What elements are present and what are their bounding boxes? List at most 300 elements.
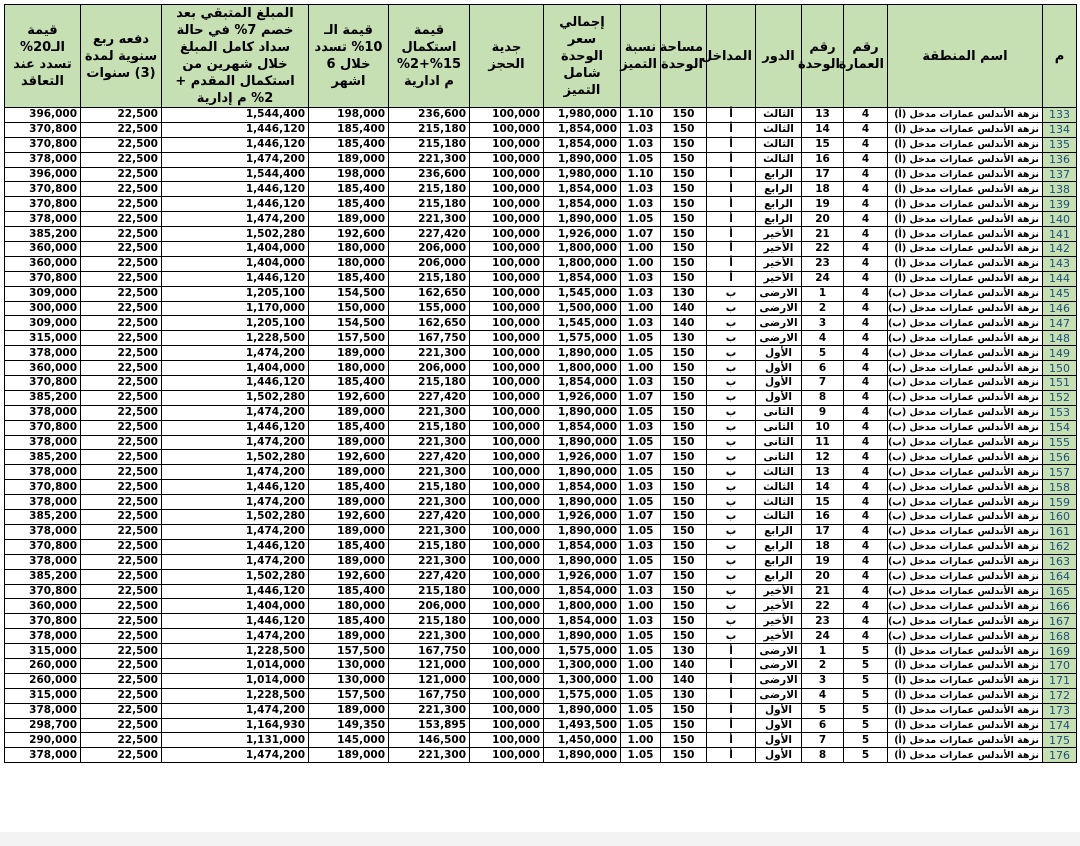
cell-area: 150 xyxy=(661,748,707,763)
cell-entrance: ب xyxy=(707,405,756,420)
cell-floor: الارضى xyxy=(756,658,802,673)
table-row xyxy=(5,718,1077,733)
cell-entrance: ب xyxy=(707,361,756,376)
cell-annual: 22,500 xyxy=(81,510,162,525)
cell-total: 1,500,000 xyxy=(544,301,621,316)
cell-entrance: ب xyxy=(707,376,756,391)
cell-zone: نزهة الأندلس عمارات مدخل (ب) xyxy=(888,301,1043,316)
cell-booking: 100,000 xyxy=(470,256,544,271)
cell-area: 150 xyxy=(661,197,707,212)
cell-zone: نزهة الأندلس عمارات مدخل (أ) xyxy=(888,167,1043,182)
cell-annual: 22,500 xyxy=(81,539,162,554)
cell-zone: نزهة الأندلس عمارات مدخل (ب) xyxy=(888,614,1043,629)
cell-booking: 100,000 xyxy=(470,182,544,197)
cell-annual: 22,500 xyxy=(81,673,162,688)
cell-m: 152 xyxy=(1043,390,1077,405)
cell-unit: 5 xyxy=(802,703,844,718)
cell-area: 150 xyxy=(661,480,707,495)
cell-discount: 1,228,500 xyxy=(162,331,309,346)
cell-zone: نزهة الأندلس عمارات مدخل (ب) xyxy=(888,331,1043,346)
cell-ratio: 1.00 xyxy=(621,361,661,376)
cell-entrance: ب xyxy=(707,435,756,450)
cell-twenty: 385,200 xyxy=(5,450,81,465)
cell-area: 150 xyxy=(661,122,707,137)
cell-unit: 6 xyxy=(802,361,844,376)
cell-ratio: 1.05 xyxy=(621,524,661,539)
cell-complete: 215,180 xyxy=(389,420,470,435)
cell-entrance: أ xyxy=(707,152,756,167)
cell-discount: 1,446,120 xyxy=(162,122,309,137)
table-row xyxy=(5,361,1077,376)
cell-m: 133 xyxy=(1043,108,1077,123)
cell-annual: 22,500 xyxy=(81,376,162,391)
table-row xyxy=(5,227,1077,242)
cell-twenty: 370,800 xyxy=(5,122,81,137)
cell-area: 150 xyxy=(661,718,707,733)
cell-zone: نزهة الأندلس عمارات مدخل (ب) xyxy=(888,554,1043,569)
cell-discount: 1,446,120 xyxy=(162,197,309,212)
cell-ratio: 1.03 xyxy=(621,197,661,212)
cell-unit: 22 xyxy=(802,599,844,614)
cell-total: 1,854,000 xyxy=(544,182,621,197)
cell-complete: 215,180 xyxy=(389,271,470,286)
cell-area: 150 xyxy=(661,346,707,361)
cell-total: 1,890,000 xyxy=(544,346,621,361)
cell-total: 1,545,000 xyxy=(544,286,621,301)
cell-booking: 100,000 xyxy=(470,673,544,688)
cell-zone: نزهة الأندلس عمارات مدخل (أ) xyxy=(888,658,1043,673)
cell-discount: 1,446,120 xyxy=(162,376,309,391)
cell-booking: 100,000 xyxy=(470,271,544,286)
cell-ten: 192,600 xyxy=(309,569,389,584)
cell-ratio: 1.05 xyxy=(621,495,661,510)
cell-ratio: 1.05 xyxy=(621,554,661,569)
cell-discount: 1,474,200 xyxy=(162,703,309,718)
cell-complete: 155,000 xyxy=(389,301,470,316)
cell-discount: 1,474,200 xyxy=(162,435,309,450)
cell-area: 140 xyxy=(661,301,707,316)
cell-floor: الأول xyxy=(756,376,802,391)
cell-m: 159 xyxy=(1043,495,1077,510)
cell-unit: 19 xyxy=(802,197,844,212)
cell-entrance: أ xyxy=(707,167,756,182)
cell-discount: 1,446,120 xyxy=(162,137,309,152)
cell-ten: 189,000 xyxy=(309,346,389,361)
cell-booking: 100,000 xyxy=(470,242,544,257)
cell-building: 4 xyxy=(844,242,888,257)
cell-ratio: 1.05 xyxy=(621,435,661,450)
cell-m: 153 xyxy=(1043,405,1077,420)
cell-total: 1,890,000 xyxy=(544,435,621,450)
cell-complete: 227,420 xyxy=(389,569,470,584)
cell-annual: 22,500 xyxy=(81,271,162,286)
cell-ten: 185,400 xyxy=(309,614,389,629)
cell-entrance: ب xyxy=(707,301,756,316)
cell-twenty: 378,000 xyxy=(5,748,81,763)
cell-area: 150 xyxy=(661,361,707,376)
cell-ratio: 1.03 xyxy=(621,539,661,554)
cell-entrance: أ xyxy=(707,644,756,659)
cell-booking: 100,000 xyxy=(470,197,544,212)
cell-booking: 100,000 xyxy=(470,435,544,450)
cell-zone: نزهة الأندلس عمارات مدخل (ب) xyxy=(888,539,1043,554)
cell-booking: 100,000 xyxy=(470,569,544,584)
cell-booking: 100,000 xyxy=(470,495,544,510)
cell-floor: الثالث xyxy=(756,495,802,510)
cell-discount: 1,502,280 xyxy=(162,227,309,242)
cell-ten: 150,000 xyxy=(309,301,389,316)
table-row xyxy=(5,524,1077,539)
cell-booking: 100,000 xyxy=(470,108,544,123)
cell-zone: نزهة الأندلس عمارات مدخل (أ) xyxy=(888,748,1043,763)
cell-ten: 185,400 xyxy=(309,182,389,197)
cell-floor: الثانى xyxy=(756,420,802,435)
cell-total: 1,980,000 xyxy=(544,108,621,123)
cell-building: 4 xyxy=(844,227,888,242)
cell-unit: 22 xyxy=(802,242,844,257)
cell-area: 150 xyxy=(661,376,707,391)
cell-ten: 189,000 xyxy=(309,629,389,644)
cell-complete: 206,000 xyxy=(389,256,470,271)
cell-zone: نزهة الأندلس عمارات مدخل (ب) xyxy=(888,480,1043,495)
table-row xyxy=(5,197,1077,212)
cell-zone: نزهة الأندلس عمارات مدخل (ب) xyxy=(888,495,1043,510)
cell-floor: الرابع xyxy=(756,197,802,212)
cell-complete: 227,420 xyxy=(389,510,470,525)
cell-twenty: 315,000 xyxy=(5,688,81,703)
cell-total: 1,854,000 xyxy=(544,271,621,286)
cell-ten: 185,400 xyxy=(309,480,389,495)
cell-complete: 227,420 xyxy=(389,227,470,242)
cell-zone: نزهة الأندلس عمارات مدخل (ب) xyxy=(888,450,1043,465)
cell-m: 147 xyxy=(1043,316,1077,331)
table-row xyxy=(5,450,1077,465)
cell-zone: نزهة الأندلس عمارات مدخل (أ) xyxy=(888,644,1043,659)
cell-ten: 157,500 xyxy=(309,644,389,659)
cell-twenty: 300,000 xyxy=(5,301,81,316)
cell-total: 1,926,000 xyxy=(544,390,621,405)
cell-building: 4 xyxy=(844,197,888,212)
cell-annual: 22,500 xyxy=(81,256,162,271)
cell-m: 161 xyxy=(1043,524,1077,539)
cell-ratio: 1.00 xyxy=(621,256,661,271)
cell-total: 1,854,000 xyxy=(544,122,621,137)
cell-annual: 22,500 xyxy=(81,629,162,644)
cell-ratio: 1.00 xyxy=(621,301,661,316)
cell-ten: 189,000 xyxy=(309,465,389,480)
table-row xyxy=(5,554,1077,569)
cell-total: 1,800,000 xyxy=(544,242,621,257)
cell-booking: 100,000 xyxy=(470,658,544,673)
cell-floor: الارضى xyxy=(756,316,802,331)
cell-discount: 1,404,000 xyxy=(162,599,309,614)
cell-total: 1,800,000 xyxy=(544,599,621,614)
table-row xyxy=(5,405,1077,420)
cell-ratio: 1.05 xyxy=(621,644,661,659)
cell-booking: 100,000 xyxy=(470,599,544,614)
cell-unit: 14 xyxy=(802,480,844,495)
cell-ratio: 1.03 xyxy=(621,584,661,599)
table-row xyxy=(5,331,1077,346)
cell-zone: نزهة الأندلس عمارات مدخل (أ) xyxy=(888,703,1043,718)
cell-building: 4 xyxy=(844,361,888,376)
cell-m: 137 xyxy=(1043,167,1077,182)
cell-entrance: أ xyxy=(707,748,756,763)
cell-entrance: أ xyxy=(707,122,756,137)
cell-total: 1,890,000 xyxy=(544,465,621,480)
cell-ratio: 1.05 xyxy=(621,212,661,227)
cell-entrance: ب xyxy=(707,539,756,554)
cell-twenty: 370,800 xyxy=(5,271,81,286)
cell-twenty: 315,000 xyxy=(5,644,81,659)
cell-area: 150 xyxy=(661,212,707,227)
cell-ten: 192,600 xyxy=(309,227,389,242)
cell-ten: 192,600 xyxy=(309,450,389,465)
cell-discount: 1,544,400 xyxy=(162,108,309,123)
cell-complete: 206,000 xyxy=(389,242,470,257)
cell-entrance: ب xyxy=(707,554,756,569)
cell-building: 4 xyxy=(844,405,888,420)
cell-twenty: 378,000 xyxy=(5,405,81,420)
cell-ratio: 1.10 xyxy=(621,167,661,182)
cell-area: 150 xyxy=(661,703,707,718)
cell-annual: 22,500 xyxy=(81,569,162,584)
cell-total: 1,890,000 xyxy=(544,495,621,510)
cell-annual: 22,500 xyxy=(81,227,162,242)
cell-twenty: 378,000 xyxy=(5,465,81,480)
cell-unit: 21 xyxy=(802,584,844,599)
cell-discount: 1,446,120 xyxy=(162,182,309,197)
cell-ten: 180,000 xyxy=(309,242,389,257)
cell-twenty: 378,000 xyxy=(5,629,81,644)
cell-twenty: 309,000 xyxy=(5,316,81,331)
cell-area: 140 xyxy=(661,316,707,331)
cell-m: 141 xyxy=(1043,227,1077,242)
table-row xyxy=(5,212,1077,227)
cell-building: 4 xyxy=(844,212,888,227)
table-row xyxy=(5,256,1077,271)
cell-area: 150 xyxy=(661,167,707,182)
cell-twenty: 378,000 xyxy=(5,212,81,227)
cell-unit: 18 xyxy=(802,182,844,197)
cell-zone: نزهة الأندلس عمارات مدخل (أ) xyxy=(888,182,1043,197)
cell-annual: 22,500 xyxy=(81,286,162,301)
cell-annual: 22,500 xyxy=(81,554,162,569)
cell-annual: 22,500 xyxy=(81,152,162,167)
cell-m: 172 xyxy=(1043,688,1077,703)
cell-ratio: 1.03 xyxy=(621,182,661,197)
cell-twenty: 396,000 xyxy=(5,167,81,182)
cell-area: 130 xyxy=(661,644,707,659)
cell-discount: 1,170,000 xyxy=(162,301,309,316)
cell-twenty: 385,200 xyxy=(5,390,81,405)
cell-discount: 1,446,120 xyxy=(162,584,309,599)
table-row xyxy=(5,584,1077,599)
cell-zone: نزهة الأندلس عمارات مدخل (ب) xyxy=(888,390,1043,405)
cell-discount: 1,205,100 xyxy=(162,286,309,301)
cell-building: 4 xyxy=(844,137,888,152)
cell-booking: 100,000 xyxy=(470,286,544,301)
cell-area: 150 xyxy=(661,435,707,450)
cell-complete: 162,650 xyxy=(389,316,470,331)
cell-area: 150 xyxy=(661,524,707,539)
table-row xyxy=(5,301,1077,316)
cell-m: 169 xyxy=(1043,644,1077,659)
col-header-floor: الدور xyxy=(756,5,802,108)
cell-booking: 100,000 xyxy=(470,227,544,242)
cell-m: 175 xyxy=(1043,733,1077,748)
cell-booking: 100,000 xyxy=(470,718,544,733)
cell-area: 150 xyxy=(661,227,707,242)
cell-building: 4 xyxy=(844,554,888,569)
cell-discount: 1,474,200 xyxy=(162,212,309,227)
cell-m: 160 xyxy=(1043,510,1077,525)
cell-booking: 100,000 xyxy=(470,361,544,376)
cell-twenty: 396,000 xyxy=(5,108,81,123)
cell-building: 5 xyxy=(844,673,888,688)
cell-ratio: 1.07 xyxy=(621,510,661,525)
cell-m: 165 xyxy=(1043,584,1077,599)
cell-booking: 100,000 xyxy=(470,346,544,361)
cell-total: 1,800,000 xyxy=(544,361,621,376)
cell-building: 5 xyxy=(844,718,888,733)
cell-booking: 100,000 xyxy=(470,137,544,152)
cell-complete: 221,300 xyxy=(389,212,470,227)
cell-complete: 221,300 xyxy=(389,554,470,569)
cell-floor: الأخير xyxy=(756,629,802,644)
cell-booking: 100,000 xyxy=(470,688,544,703)
cell-building: 5 xyxy=(844,658,888,673)
table-row xyxy=(5,316,1077,331)
cell-twenty: 360,000 xyxy=(5,599,81,614)
cell-ratio: 1.00 xyxy=(621,658,661,673)
cell-ten: 185,400 xyxy=(309,376,389,391)
table-row xyxy=(5,376,1077,391)
cell-complete: 121,000 xyxy=(389,658,470,673)
cell-discount: 1,446,120 xyxy=(162,271,309,286)
cell-discount: 1,404,000 xyxy=(162,361,309,376)
table-row xyxy=(5,539,1077,554)
col-header-unit: رقم الوحدة xyxy=(802,5,844,108)
cell-ratio: 1.10 xyxy=(621,108,661,123)
cell-annual: 22,500 xyxy=(81,524,162,539)
cell-building: 4 xyxy=(844,569,888,584)
table-row xyxy=(5,614,1077,629)
table-row xyxy=(5,390,1077,405)
cell-ratio: 1.05 xyxy=(621,748,661,763)
cell-area: 150 xyxy=(661,182,707,197)
cell-discount: 1,131,000 xyxy=(162,733,309,748)
cell-area: 150 xyxy=(661,405,707,420)
table-row xyxy=(5,748,1077,763)
cell-ratio: 1.00 xyxy=(621,242,661,257)
cell-ratio: 1.03 xyxy=(621,286,661,301)
cell-ten: 185,400 xyxy=(309,197,389,212)
cell-area: 150 xyxy=(661,450,707,465)
cell-unit: 17 xyxy=(802,167,844,182)
cell-complete: 236,600 xyxy=(389,167,470,182)
col-header-entrance: المداخل xyxy=(707,5,756,108)
cell-building: 4 xyxy=(844,495,888,510)
cell-unit: 23 xyxy=(802,256,844,271)
cell-floor: الأول xyxy=(756,733,802,748)
cell-m: 151 xyxy=(1043,376,1077,391)
cell-zone: نزهة الأندلس عمارات مدخل (أ) xyxy=(888,733,1043,748)
cell-entrance: أ xyxy=(707,197,756,212)
cell-discount: 1,014,000 xyxy=(162,673,309,688)
col-header-annual: دفعه ربع سنوية لمدة (3) سنوات xyxy=(81,5,162,108)
cell-annual: 22,500 xyxy=(81,167,162,182)
cell-complete: 221,300 xyxy=(389,435,470,450)
cell-building: 5 xyxy=(844,644,888,659)
cell-ratio: 1.05 xyxy=(621,703,661,718)
cell-annual: 22,500 xyxy=(81,718,162,733)
cell-zone: نزهة الأندلس عمارات مدخل (ب) xyxy=(888,584,1043,599)
cell-entrance: ب xyxy=(707,524,756,539)
cell-booking: 100,000 xyxy=(470,733,544,748)
cell-ten: 189,000 xyxy=(309,703,389,718)
col-header-ratio: نسبة التميز xyxy=(621,5,661,108)
cell-unit: 11 xyxy=(802,435,844,450)
cell-annual: 22,500 xyxy=(81,390,162,405)
cell-area: 150 xyxy=(661,256,707,271)
cell-twenty: 378,000 xyxy=(5,435,81,450)
cell-complete: 167,750 xyxy=(389,688,470,703)
cell-total: 1,890,000 xyxy=(544,524,621,539)
cell-area: 150 xyxy=(661,137,707,152)
cell-twenty: 370,800 xyxy=(5,137,81,152)
cell-unit: 2 xyxy=(802,658,844,673)
table-row xyxy=(5,480,1077,495)
cell-annual: 22,500 xyxy=(81,108,162,123)
cell-unit: 13 xyxy=(802,108,844,123)
cell-m: 149 xyxy=(1043,346,1077,361)
cell-ten: 157,500 xyxy=(309,688,389,703)
table-row xyxy=(5,108,1077,123)
cell-discount: 1,502,280 xyxy=(162,390,309,405)
cell-zone: نزهة الأندلس عمارات مدخل (ب) xyxy=(888,465,1043,480)
cell-ratio: 1.05 xyxy=(621,152,661,167)
cell-m: 167 xyxy=(1043,614,1077,629)
cell-unit: 1 xyxy=(802,644,844,659)
cell-discount: 1,014,000 xyxy=(162,658,309,673)
cell-booking: 100,000 xyxy=(470,122,544,137)
cell-area: 150 xyxy=(661,152,707,167)
cell-floor: الارضى xyxy=(756,286,802,301)
cell-twenty: 260,000 xyxy=(5,673,81,688)
cell-twenty: 370,800 xyxy=(5,197,81,212)
cell-floor: الثالث xyxy=(756,465,802,480)
cell-complete: 221,300 xyxy=(389,524,470,539)
table-row xyxy=(5,242,1077,257)
table-row xyxy=(5,286,1077,301)
cell-ratio: 1.07 xyxy=(621,390,661,405)
cell-annual: 22,500 xyxy=(81,495,162,510)
cell-building: 4 xyxy=(844,614,888,629)
table-row xyxy=(5,599,1077,614)
col-header-total: إجمالي سعر الوحدة شامل التميز xyxy=(544,5,621,108)
cell-annual: 22,500 xyxy=(81,644,162,659)
cell-complete: 167,750 xyxy=(389,331,470,346)
cell-unit: 24 xyxy=(802,629,844,644)
cell-ten: 157,500 xyxy=(309,331,389,346)
cell-ten: 130,000 xyxy=(309,658,389,673)
cell-area: 150 xyxy=(661,614,707,629)
cell-floor: الرابع xyxy=(756,182,802,197)
cell-entrance: أ xyxy=(707,242,756,257)
cell-ten: 198,000 xyxy=(309,108,389,123)
cell-discount: 1,502,280 xyxy=(162,510,309,525)
